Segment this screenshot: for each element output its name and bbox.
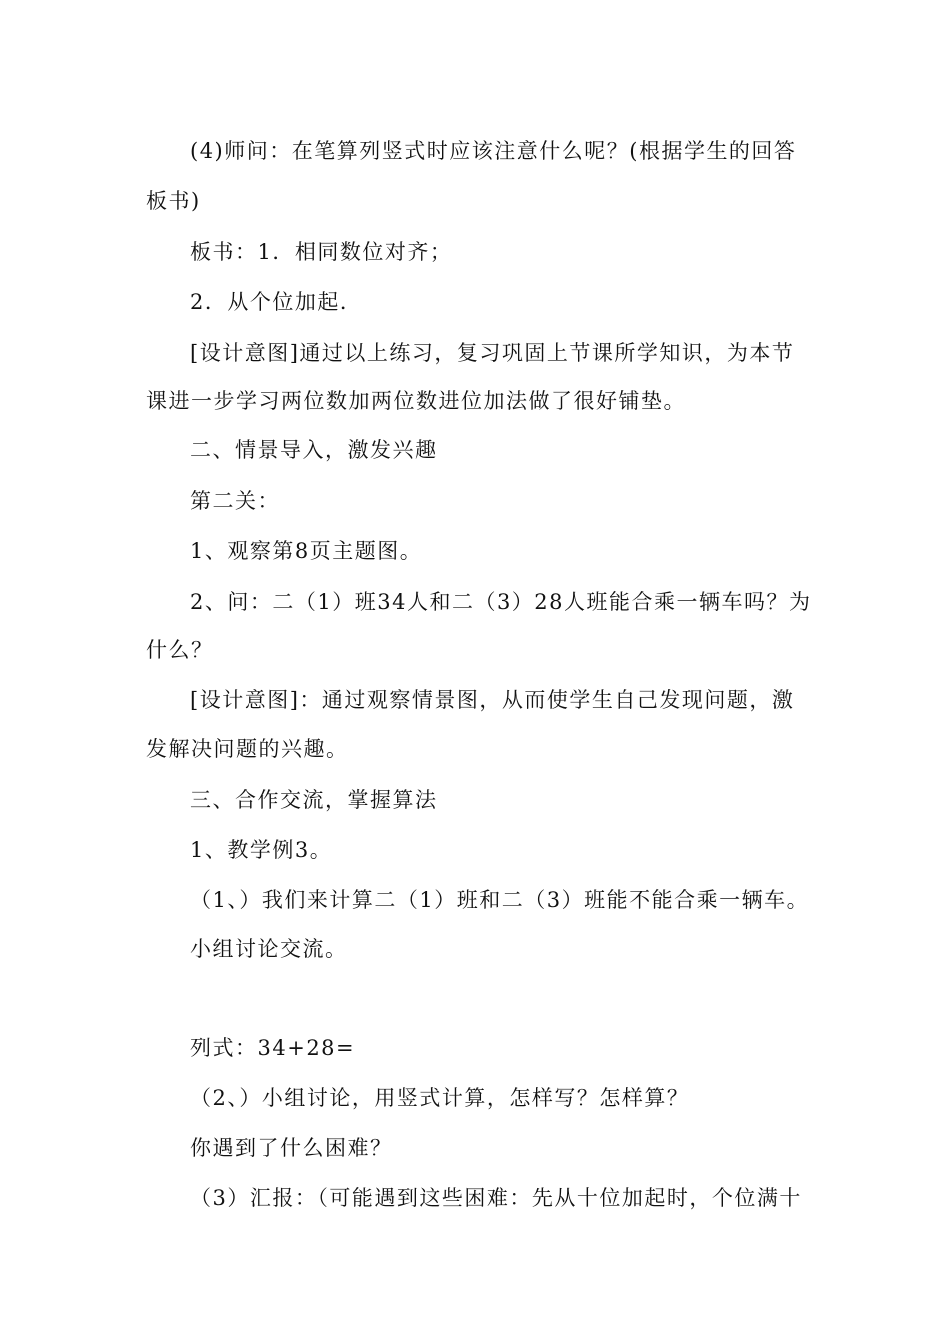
paragraph-line: 板书：1．相同数位对齐； [190,240,453,264]
paragraph-line: 小组讨论交流。 [190,937,348,961]
paragraph-line: 第二关： [190,489,280,513]
paragraph-line: （3）汇报：（可能遇到这些困难：先从十位加起时，个位满十 [190,1186,802,1210]
paragraph-line: (4)师问：在笔算列竖式时应该注意什么呢？(根据学生的回答 [190,139,797,163]
paragraph-line: （1、）我们来计算二（1）班和二（3）班能不能合乘一辆车。 [190,888,810,912]
section-heading: 三、合作交流，掌握算法 [190,788,438,812]
paragraph-line: 课进一步学习两位数加两位数进位加法做了很好铺垫。 [146,389,686,413]
paragraph-line: 2．从个位加起． [190,290,363,314]
formula-line: 列式：34+28= [190,1036,356,1060]
paragraph-line: 板书) [146,189,201,213]
paragraph-line: （2、）小组讨论，用竖式计算，怎样写？怎样算？ [190,1086,690,1110]
paragraph-line: 什么？ [146,638,214,662]
paragraph-line: [设计意图]通过以上练习，复习巩固上节课所学知识，为本节 [190,341,795,365]
paragraph-line: 1、教学例3。 [190,838,333,862]
paragraph-line: 发解决问题的兴趣。 [146,737,349,761]
paragraph-line: 1、观察第8页主题图。 [190,539,423,563]
paragraph-line: 你遇到了什么困难？ [190,1136,393,1160]
paragraph-line: 2、问：二（1）班34人和二（3）28人班能合乘一辆车吗？为 [190,590,812,614]
section-heading: 二、情景导入，激发兴趣 [190,438,438,462]
paragraph-line: [设计意图]：通过观察情景图，从而使学生自己发现问题，激 [190,688,795,712]
